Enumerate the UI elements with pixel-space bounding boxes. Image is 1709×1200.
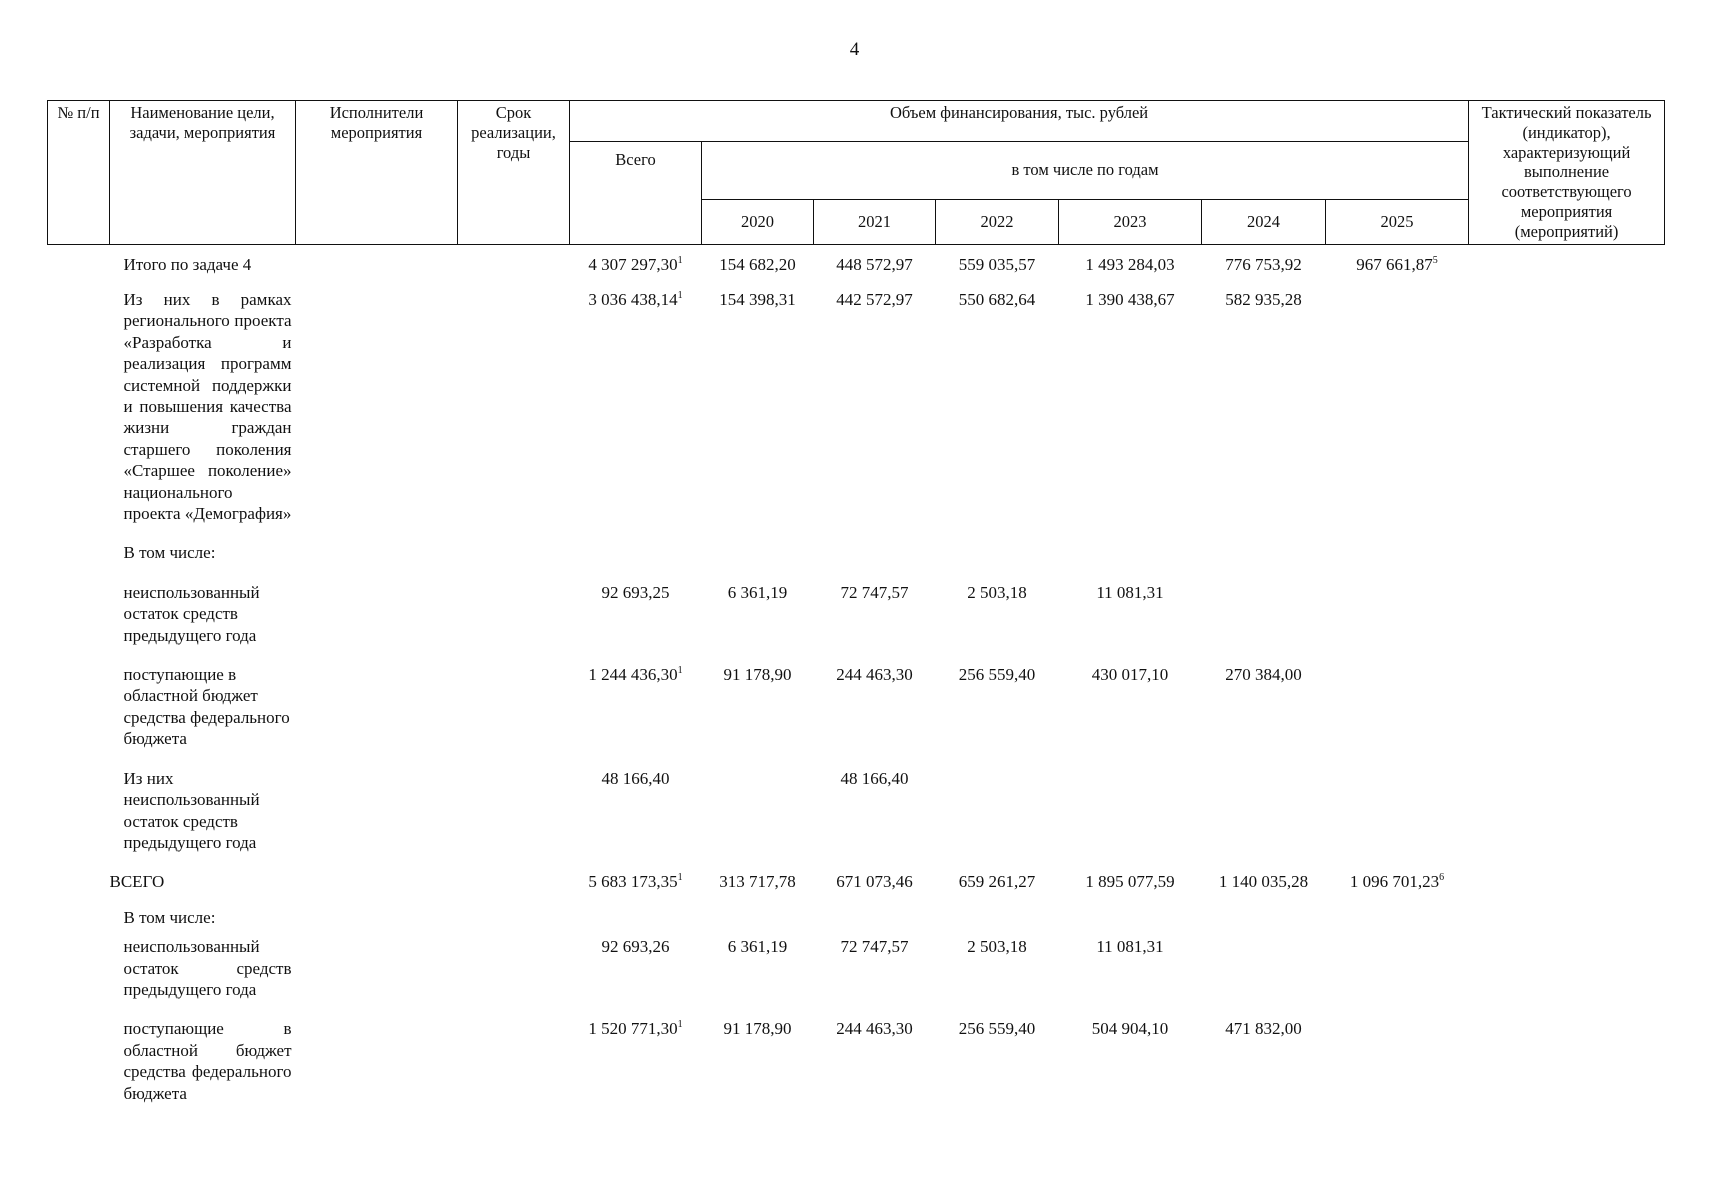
cell-2020: 6 361,19 bbox=[727, 582, 788, 602]
row-name: поступающие в областной бюджет средства федерального бюджета bbox=[123, 1019, 292, 1103]
row-name: неиспользованный остаток средств предыдущего года bbox=[123, 582, 260, 645]
cell-total: 4 307 297,30$^1$ bbox=[588, 254, 683, 274]
table-row bbox=[48, 928, 1665, 1000]
table-row bbox=[48, 853, 1665, 892]
table-row bbox=[48, 524, 1665, 563]
cell-total: 1 520 771,30$^1$ bbox=[588, 1019, 683, 1039]
table-row bbox=[48, 893, 1665, 928]
cell-2024: 471 832,00 bbox=[1225, 1019, 1302, 1039]
cell-2022: 256 559,40 bbox=[958, 1019, 1036, 1039]
row-name: ВСЕГО bbox=[109, 872, 165, 892]
cell-2021: 72 747,57 bbox=[840, 937, 909, 957]
cell-2023: 430 017,10 bbox=[1091, 665, 1169, 685]
cell-2022: 559 035,57 bbox=[958, 254, 1036, 274]
cell-2023: 504 904,10 bbox=[1091, 1019, 1169, 1039]
cell-2024: 776 753,92 bbox=[1225, 254, 1302, 274]
cell-2023: 1 390 438,67 bbox=[1085, 289, 1175, 309]
header-by-years: в том числе по годам bbox=[702, 142, 1469, 200]
cell-2020: 91 178,90 bbox=[723, 1019, 792, 1039]
header-name: Наименование цели, задачи, мероприятия bbox=[110, 101, 296, 245]
cell-total: 48 166,40 bbox=[601, 768, 670, 788]
header-year-2020: 2020 bbox=[702, 199, 814, 244]
cell-2025: 967 661,87$^5$ bbox=[1356, 254, 1438, 274]
header-total: Всего bbox=[570, 142, 702, 245]
cell-2023: 11 081,31 bbox=[1096, 582, 1164, 602]
cell-2021: 48 166,40 bbox=[840, 768, 909, 788]
table-row bbox=[48, 750, 1665, 854]
header-year-2023: 2023 bbox=[1059, 199, 1202, 244]
header-term: Срок реализации, годы bbox=[458, 101, 570, 245]
cell-2022: 2 503,18 bbox=[967, 582, 1027, 602]
table-row bbox=[48, 275, 1665, 524]
cell-2020: 154 398,31 bbox=[719, 289, 796, 309]
cell-2023: 1 895 077,59 bbox=[1085, 872, 1175, 892]
header-year-2022: 2022 bbox=[936, 199, 1059, 244]
cell-2021: 448 572,97 bbox=[836, 254, 913, 274]
cell-2024: 270 384,00 bbox=[1225, 665, 1302, 685]
cell-2022: 659 261,27 bbox=[958, 872, 1036, 892]
cell-2020: 154 682,20 bbox=[719, 254, 796, 274]
row-name: В том числе: bbox=[123, 543, 216, 563]
cell-2020: 6 361,19 bbox=[727, 937, 788, 957]
table-header bbox=[48, 101, 1665, 245]
cell-2021: 244 463,30 bbox=[836, 1019, 913, 1039]
row-name: неиспользованный остаток средств предыдущего года bbox=[123, 937, 292, 999]
table-row bbox=[48, 564, 1665, 646]
table-row bbox=[48, 1000, 1665, 1104]
cell-2021: 72 747,57 bbox=[840, 582, 909, 602]
cell-2024: 1 140 035,28 bbox=[1218, 872, 1309, 892]
header-funding: Объем финансирования, тыс. рублей bbox=[570, 101, 1469, 142]
header-year-2025: 2025 bbox=[1326, 199, 1469, 244]
page-number: 4 bbox=[849, 39, 860, 60]
row-name: Итого по задаче 4 bbox=[123, 254, 252, 274]
cell-2024: 582 935,28 bbox=[1225, 289, 1302, 309]
row-name: В том числе: bbox=[123, 907, 216, 927]
cell-2025: 1 096 701,23$^6$ bbox=[1349, 872, 1445, 892]
cell-2021: 244 463,30 bbox=[836, 665, 913, 685]
cell-total: 5 683 173,35$^1$ bbox=[588, 872, 683, 892]
header-indicator: Тактический показатель (индикатор), характеризующий выполнение соответствующего мероприятия (мероприятий) bbox=[1469, 101, 1665, 245]
cell-2022: 2 503,18 bbox=[967, 937, 1027, 957]
cell-total: 92 693,26 bbox=[601, 937, 670, 957]
row-name: Из них в рамках регионального проекта «Разработка и реализация программ системной поддержки и повышения качества жизни граждан старшего поколения «Старшее поколение» национального проекта «Демография» bbox=[123, 289, 292, 524]
cell-2022: 550 682,64 bbox=[958, 289, 1036, 309]
cell-2021: 442 572,97 bbox=[836, 289, 913, 309]
cell-2023: 1 493 284,03 bbox=[1085, 254, 1175, 274]
header-year-2024: 2024 bbox=[1202, 199, 1326, 244]
financing-table bbox=[47, 100, 1665, 1104]
table-row bbox=[48, 244, 1665, 275]
cell-2023: 11 081,31 bbox=[1096, 937, 1164, 957]
header-year-2021: 2021 bbox=[814, 199, 936, 244]
cell-2020: 91 178,90 bbox=[723, 665, 792, 685]
cell-2020: 313 717,78 bbox=[719, 872, 796, 892]
row-name: поступающие в областной бюджет средства федерального бюджета bbox=[123, 665, 290, 749]
cell-total: 92 693,25 bbox=[601, 582, 670, 602]
cell-total: 3 036 438,14$^1$ bbox=[588, 289, 683, 309]
table-body bbox=[48, 244, 1665, 1104]
cell-total: 1 244 436,30$^1$ bbox=[588, 665, 683, 685]
row-name: Из них неиспользованный остаток средств предыдущего года bbox=[123, 768, 260, 852]
cell-2021: 671 073,46 bbox=[836, 872, 913, 892]
header-num: № п/п bbox=[48, 101, 110, 245]
table-row bbox=[48, 646, 1665, 750]
financing-table-container bbox=[47, 100, 1664, 1104]
cell-2022: 256 559,40 bbox=[958, 665, 1036, 685]
header-executors: Исполнители мероприятия bbox=[296, 101, 458, 245]
